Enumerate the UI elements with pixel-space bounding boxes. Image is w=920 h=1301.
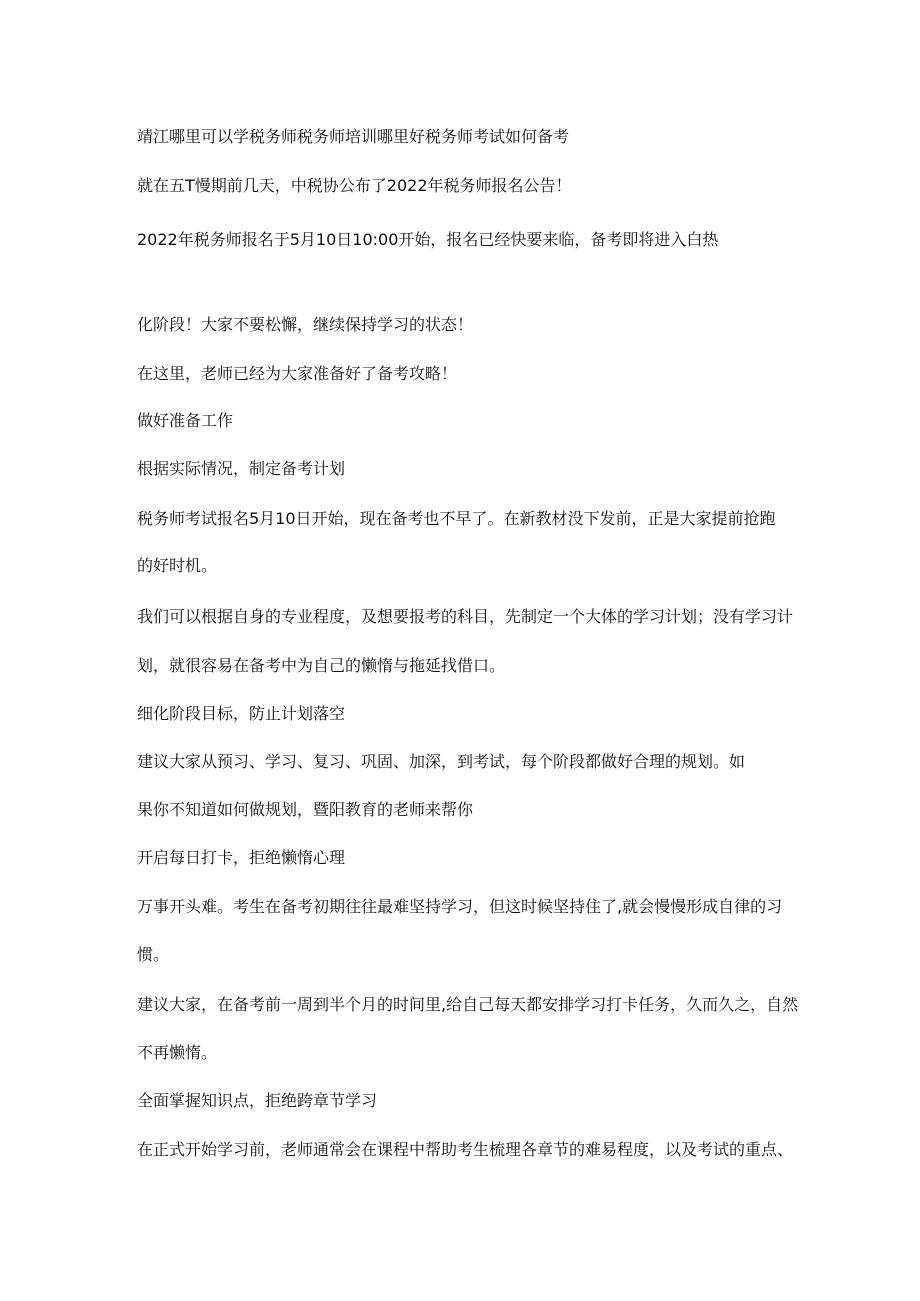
section-heading: 细化阶段目标，防止计划落空 (137, 704, 346, 723)
paragraph-line: 建议大家，在备考前一周到半个月的时间里,给自己每天都安排学习打卡任务，久而久之，自然 (137, 995, 799, 1014)
paragraph-line: 不再懒惰。 (137, 1043, 218, 1062)
section-heading: 根据实际情况，制定备考计划 (137, 459, 346, 478)
paragraph-line: 税务师考试报名5月10日开始，现在备考也不早了。在新教材没下发前，正是大家提前抢跑 (137, 509, 776, 528)
paragraph-line: 果你不知道如何做规划，暨阳教育的老师来帮你 (137, 800, 474, 819)
paragraph-line: 建议大家从预习、学习、复习、巩固、加深，到考试，每个阶段都做好合理的规划。如 (137, 752, 746, 771)
paragraph-line: 惯。 (137, 945, 170, 964)
paragraph-line: 就在五T慢期前几天，中税协公布了2022年税务师报名公告！ (137, 176, 572, 195)
paragraph-line: 2022年税务师报名于5月10日10:00开始，报名已经快要来临，备考即将进入白热 (137, 230, 719, 249)
paragraph-line: 我们可以根据自身的专业程度，及想要报考的科目，先制定一个大体的学习计划；没有学习计 (137, 607, 794, 626)
section-heading: 做好准备工作 (137, 411, 234, 430)
paragraph-line: 划，就很容易在备考中为自己的懒惰与拖延找借口。 (137, 656, 506, 675)
paragraph-line: 在这里，老师已经为大家准备好了备考攻略！ (137, 364, 458, 383)
paragraph-line: 在正式开始学习前，老师通常会在课程中帮助考生梳理各章节的难易程度，以及考试的重点、 (137, 1140, 794, 1159)
paragraph-line: 万事开头难。考生在备考初期往往最难坚持学习，但这时候坚持住了,就会慢慢形成自律的习 (137, 897, 783, 916)
paragraph-line: 的好时机。 (137, 556, 218, 575)
document-title: 靖江哪里可以学税务师税务师培训哪里好税务师考试如何备考 (137, 127, 570, 146)
paragraph-line: 化阶段！大家不要松懈，继续保持学习的状态！ (137, 315, 474, 334)
section-heading: 开启每日打卡，拒绝懒惰心理 (137, 848, 346, 867)
section-heading: 全面掌握知识点，拒绝跨章节学习 (137, 1091, 378, 1110)
